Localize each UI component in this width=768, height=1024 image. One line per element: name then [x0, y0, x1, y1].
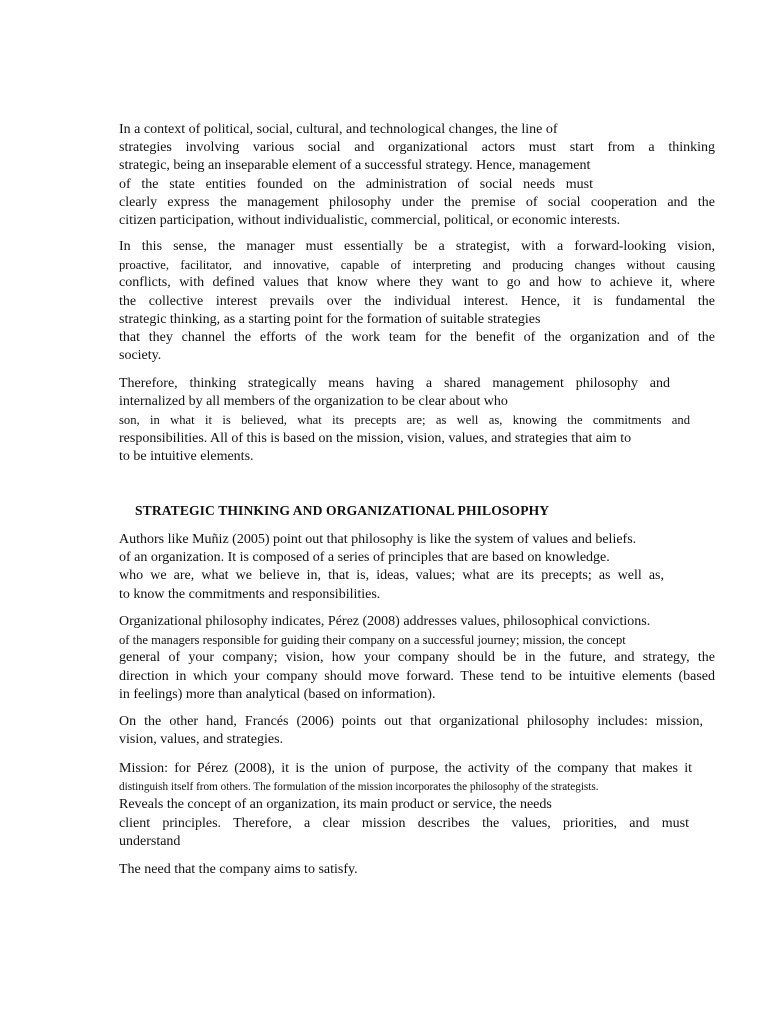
text-line: vision, values, and strategies.: [119, 732, 284, 748]
text-line: Therefore, thinking strategically means having a shared management philosophy and: [119, 376, 670, 391]
text-line: of an organization. It is composed of a series of principles that are based on knowledge.: [119, 550, 610, 566]
text-line: of the state entities founded on the administration of social needs must: [119, 176, 593, 192]
text-line: In this sense, the manager must essentially be a strategist, with a forward-looking vision,: [119, 239, 715, 254]
text-line: internalized by all members of the organization to be clear about who: [119, 394, 508, 410]
paragraph-5: [119, 613, 715, 704]
text-line: Reveals the concept of an organization, its main product or service, the needs: [119, 797, 552, 813]
paragraph-2: [119, 238, 715, 365]
paragraph-7: [119, 760, 715, 851]
paragraph-1: [119, 121, 715, 230]
text-line: of the managers responsible for guiding their company on a successful journey; mission, the concept: [119, 633, 626, 648]
text-line: who we are, what we believe in, that is, ideas, values; what are its precepts; as well as,: [119, 568, 664, 584]
paragraph-8: [119, 861, 715, 879]
text-line: conflicts, with defined values that know where they want to go and how to achieve it, where: [119, 275, 715, 291]
text-line: responsibilities. All of this is based on the mission, vision, values, and strategies that aim to: [119, 430, 632, 446]
text-line: the collective interest prevails over the individual interest. Hence, it is fundamental the: [119, 293, 715, 309]
paragraph-6: [119, 713, 715, 749]
text-line: On the other hand, Francés (2006) points out that organizational philosophy includes: mission,: [119, 714, 703, 729]
text-line: The need that the company aims to satisfy.: [119, 862, 358, 877]
text-line: to know the commitments and responsibilities.: [119, 586, 381, 602]
text-line: Organizational philosophy indicates, Pérez (2008) addresses values, philosophical convictions.: [119, 614, 651, 629]
text-line: citizen participation, without individualistic, commercial, political, or economic interests.: [119, 212, 621, 228]
paragraph-4: [119, 531, 715, 604]
text-line: to be intuitive elements.: [119, 448, 254, 464]
text-line: proactive, facilitator, and innovative, capable of interpreting and producing changes without causing: [119, 258, 715, 273]
text-line: Authors like Muñiz (2005) point out that philosophy is like the system of values and beliefs.: [119, 532, 637, 547]
text-line: general of your company; vision, how your company should be in the future, and strategy, the: [119, 650, 715, 666]
text-line: son, in what it is believed, what its precepts are; as well as, knowing the commitments and: [119, 413, 690, 428]
text-line: strategic, being an inseparable element of a successful strategy. Hence, management: [119, 158, 591, 174]
text-line: direction in which your company should move forward. These tend to be intuitive elements (based: [119, 668, 715, 684]
text-line: understand: [119, 833, 181, 849]
text-line: client principles. Therefore, a clear mission describes the values, priorities, and must: [119, 815, 689, 831]
text-line: In a context of political, social, cultural, and technological changes, the line of: [119, 122, 558, 137]
paragraph-3: [119, 375, 715, 466]
text-line: society.: [119, 348, 162, 364]
text-line: that they channel the efforts of the work team for the benefit of the organization and of the: [119, 329, 715, 345]
text-line: distinguish itself from others. The formulation of the mission incorporates the philosophy of the strategists.: [119, 781, 599, 794]
section-heading: STRATEGIC THINKING AND ORGANIZATIONAL PHILOSOPHY: [135, 503, 550, 518]
text-line: clearly express the management philosophy under the premise of social cooperation and the: [119, 194, 715, 210]
text-line: strategic thinking, as a starting point for the formation of suitable strategies: [119, 311, 541, 327]
text-line: in feelings) more than analytical (based on information).: [119, 686, 436, 702]
text-line: Mission: for Pérez (2008), it is the union of purpose, the activity of the company that makes it: [119, 761, 692, 776]
text-line: strategies involving various social and organizational actors must start from a thinking: [119, 140, 715, 156]
